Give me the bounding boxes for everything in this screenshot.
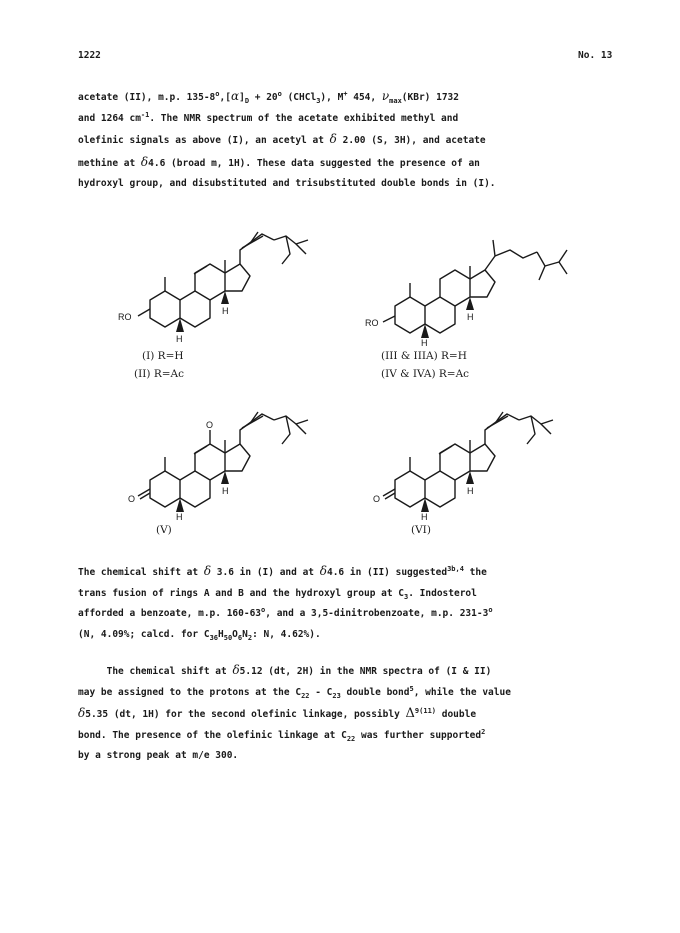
page-number: 1222 xyxy=(78,50,101,61)
ro-label: RO xyxy=(118,312,132,322)
text-line: by a strong peak at m/e 300. xyxy=(78,750,239,761)
text-line: bond. The presence of the olefinic linkage at $C_{22}$ was further supported$^2$ xyxy=(78,727,486,743)
structure-vi xyxy=(355,408,595,546)
text-line: The chemical shift at δ 3.6 in (I) and at δ4.6 in (II) suggested$^{3b,4}$ the xyxy=(78,564,487,578)
structure-i-ii xyxy=(110,228,340,388)
text-line: δ5.35 (dt, 1H) for the second olefinic linkage, possibly $\Delta^{9(11)}$ double xyxy=(78,706,477,721)
o-label: O xyxy=(206,420,214,430)
text-line: olefinic signals as above (I), an acetyl at δ 2.00 (S, 3H), and acetate xyxy=(78,132,486,146)
issue-number: No. 13 xyxy=(578,50,613,61)
structure-v xyxy=(110,408,340,546)
h-label: H xyxy=(176,512,183,520)
label-compound-ii: (II) R=Ac xyxy=(134,368,184,380)
label-compound-i: (I) R=H xyxy=(142,350,184,362)
text-line: and 1264 $cm^{-1}$. The NMR spectrum of the acetate exhibited methyl and xyxy=(78,110,459,124)
label-compound-iii: (III & IIIA) R=H xyxy=(381,350,467,362)
text-line: trans fusion of rings A and B and the hydroxyl group at $C_3$. Indosterol xyxy=(78,587,477,601)
h-label: H xyxy=(467,312,474,322)
paragraph-acetate xyxy=(78,86,602,195)
steroid-diagram-v xyxy=(110,408,340,520)
steroid-diagram-i xyxy=(110,228,340,346)
paragraph-chemical-shift xyxy=(78,561,602,645)
text-line: The chemical shift at δ5.12 (dt, 2H) in the NMR spectra of (I & II) xyxy=(78,663,492,677)
text-line: hydroxyl group, and disubstituted and trisubstituted double bonds in (I). xyxy=(78,178,496,189)
h-label: H xyxy=(222,486,229,496)
text-line: afforded a benzoate, m.p. 160-63$^o$, and a 3,5-dinitrobenzoate, m.p. 231-3$^o$ xyxy=(78,605,493,619)
steroid-diagram-iii xyxy=(355,228,595,346)
o-label: O xyxy=(128,494,136,504)
label-compound-vi: (VI) xyxy=(411,524,431,536)
h-label: H xyxy=(421,512,428,520)
h-label: H xyxy=(467,486,474,496)
o-label: O xyxy=(373,494,381,504)
text-line: acetate (II), m.p. $135-8^o,[\alpha]_D + 20^o$ (CHCl$_3$), M+ 454, $\nu_{max}(KBr)$ 1732 xyxy=(78,89,459,105)
label-compound-iv: (IV & IVA) R=Ac xyxy=(381,368,470,380)
text-line: methine at δ4.6 (broad m, 1H). These data suggested the presence of an xyxy=(78,154,480,169)
ro-label: RO xyxy=(365,318,379,328)
structure-iii-iv xyxy=(355,228,595,388)
text-line: may be assigned to the protons at the $C_{22} - C_{23}$ double bond$^5$, while the value xyxy=(78,684,511,700)
h-label: H xyxy=(176,334,183,344)
text-line: (N, 4.09%; calcd. for $C_{36}H_{50}O_6N_2$: N, 4.62%). xyxy=(78,628,321,642)
h-label: H xyxy=(222,306,229,316)
paragraph-olefinic xyxy=(78,660,602,767)
steroid-diagram-vi xyxy=(355,408,595,520)
label-compound-v: (V) xyxy=(156,524,172,536)
h-label: H xyxy=(421,338,428,346)
